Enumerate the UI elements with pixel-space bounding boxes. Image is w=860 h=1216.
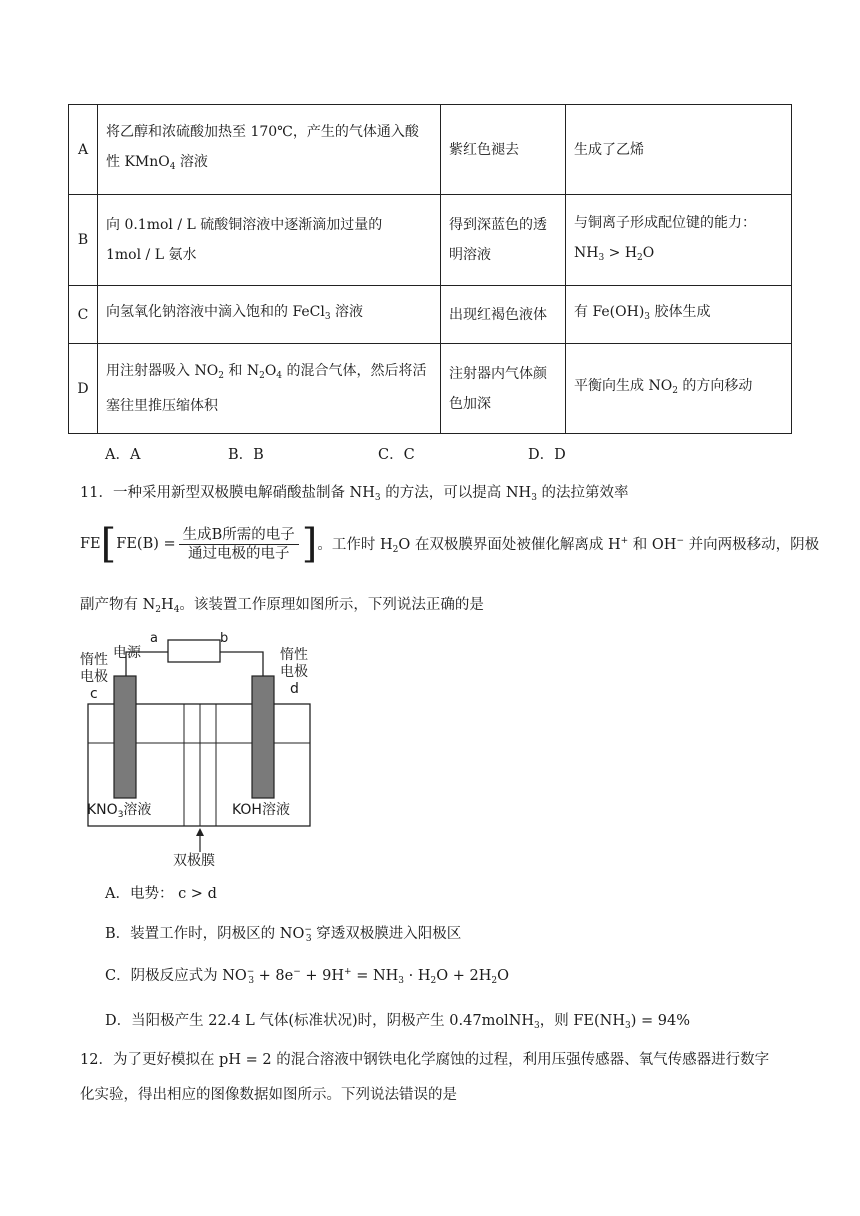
row-label: D bbox=[69, 344, 98, 434]
left-electrode-label: 惰性 电极 c bbox=[80, 652, 108, 702]
wire-right bbox=[220, 652, 263, 676]
electrode-d bbox=[252, 676, 274, 798]
q10-option-b[interactable]: B．B bbox=[228, 447, 264, 463]
phenomenon-cell: 出现红褐色液体 bbox=[441, 286, 566, 344]
phenomenon-cell: 注射器内气体颜 色加深 bbox=[441, 344, 566, 434]
q10-option-c[interactable]: C．C bbox=[378, 447, 415, 463]
arrow-head bbox=[196, 828, 204, 836]
conclusion-cell: 平衡向生成 $NO_2$ 的方向移动 bbox=[566, 344, 792, 434]
q11-stem-line2: FE[FE(B) = $\frac{\text{生成B所需的电子}}{\text{通过电极的电子}}$ ]。工作时 $H_2O$ 在双极膜界面处被催化解离成 H+ 和 OH− 并向两极移动，阴极 bbox=[80, 521, 820, 567]
row-label: C bbox=[69, 286, 98, 344]
operation-cell: 向 0.1mol / L 硫酸铜溶液中逐渐滴加过量的 1mol / L 氨水 bbox=[98, 195, 441, 286]
right-electrode-label: 惰性 电极 d bbox=[280, 647, 308, 697]
operation-cell: 将乙醇和浓硫酸加热至 170℃，产生的气体通入酸 性 KMnO$_4$ 溶液 bbox=[98, 105, 441, 195]
q11-stem-line1: 11．一种采用新型双极膜电解硝酸盐制备 $NH_3$ 的方法，可以提高 $NH_3$ 的法拉第效率 bbox=[80, 485, 629, 503]
fe-fraction: $\frac{\text{生成B所需的电子}}{\text{通过电极的电子}}$ bbox=[179, 526, 299, 563]
electrode-c bbox=[114, 676, 136, 798]
phenomenon-cell: 得到深蓝色的透 明溶液 bbox=[441, 195, 566, 286]
q10-option-a[interactable]: A．A bbox=[105, 447, 141, 463]
terminal-b-label: b bbox=[220, 631, 229, 646]
q11-option-d[interactable]: D．当阳极产生 22.4 L 气体(标准状况)时，阴极产生 0.47molNH$_3$，则 $FE(NH_3) = 94\%$ bbox=[105, 1013, 691, 1031]
phenomenon-cell: 紫红色褪去 bbox=[441, 105, 566, 195]
conclusion-cell: 生成了乙烯 bbox=[566, 105, 792, 195]
conclusion-cell: 有 $Fe(OH)_3$ 胶体生成 bbox=[566, 286, 792, 344]
table-row bbox=[69, 195, 792, 286]
table-row bbox=[69, 105, 792, 195]
q12-stem-line2: 化实验，得出相应的图像数据如图所示。下列说法错误的是 bbox=[80, 1087, 457, 1103]
table-row bbox=[69, 344, 792, 434]
power-source-box bbox=[168, 640, 220, 662]
q10-option-d[interactable]: D．D bbox=[528, 447, 566, 463]
table-row bbox=[69, 286, 792, 344]
left-solution-label: $KNO_3$溶液 bbox=[87, 802, 152, 820]
row-label: B bbox=[69, 195, 98, 286]
q11-option-a[interactable]: A．电势： c > d bbox=[105, 886, 217, 902]
right-solution-label: KOH溶液 bbox=[232, 802, 290, 818]
q11-option-b[interactable]: B．装置工作时，阴极区的 $NO^-_3$ 穿透双极膜进入阳极区 bbox=[105, 925, 462, 944]
operation-cell: 用注射器吸入 $NO_2$ 和 $N_2O_4$ 的混合气体，然后将活 塞往里推压缩体积 bbox=[98, 344, 441, 434]
row-label: A bbox=[69, 105, 98, 195]
q12-stem-line1: 12．为了更好模拟在 pH = 2 的混合溶液中钢铁电化学腐蚀的过程，利用压强传感器、氧气传感器进行数字 bbox=[80, 1052, 770, 1068]
q11-option-c[interactable]: C．阴极反应式为 $NO^-_3 + 8e^- + 9H^+ = NH_3 \cdot H_2O + 2H_2O$ bbox=[105, 967, 510, 986]
membrane-label: 双极膜 bbox=[173, 853, 215, 869]
operation-cell: 向氢氧化钠溶液中滴入饱和的 FeCl$_3$ 溶液 bbox=[98, 286, 441, 344]
terminal-a-label: a bbox=[150, 631, 158, 646]
power-label: 电源 bbox=[113, 645, 141, 661]
experiment-table bbox=[68, 104, 792, 434]
q11-stem-line3: 副产物有 $N_2H_4$。该装置工作原理如图所示，下列说法正确的是 bbox=[80, 597, 484, 615]
conclusion-cell: 与铜离子形成配位键的能力： $NH_3 > H_2O$ bbox=[566, 195, 792, 286]
